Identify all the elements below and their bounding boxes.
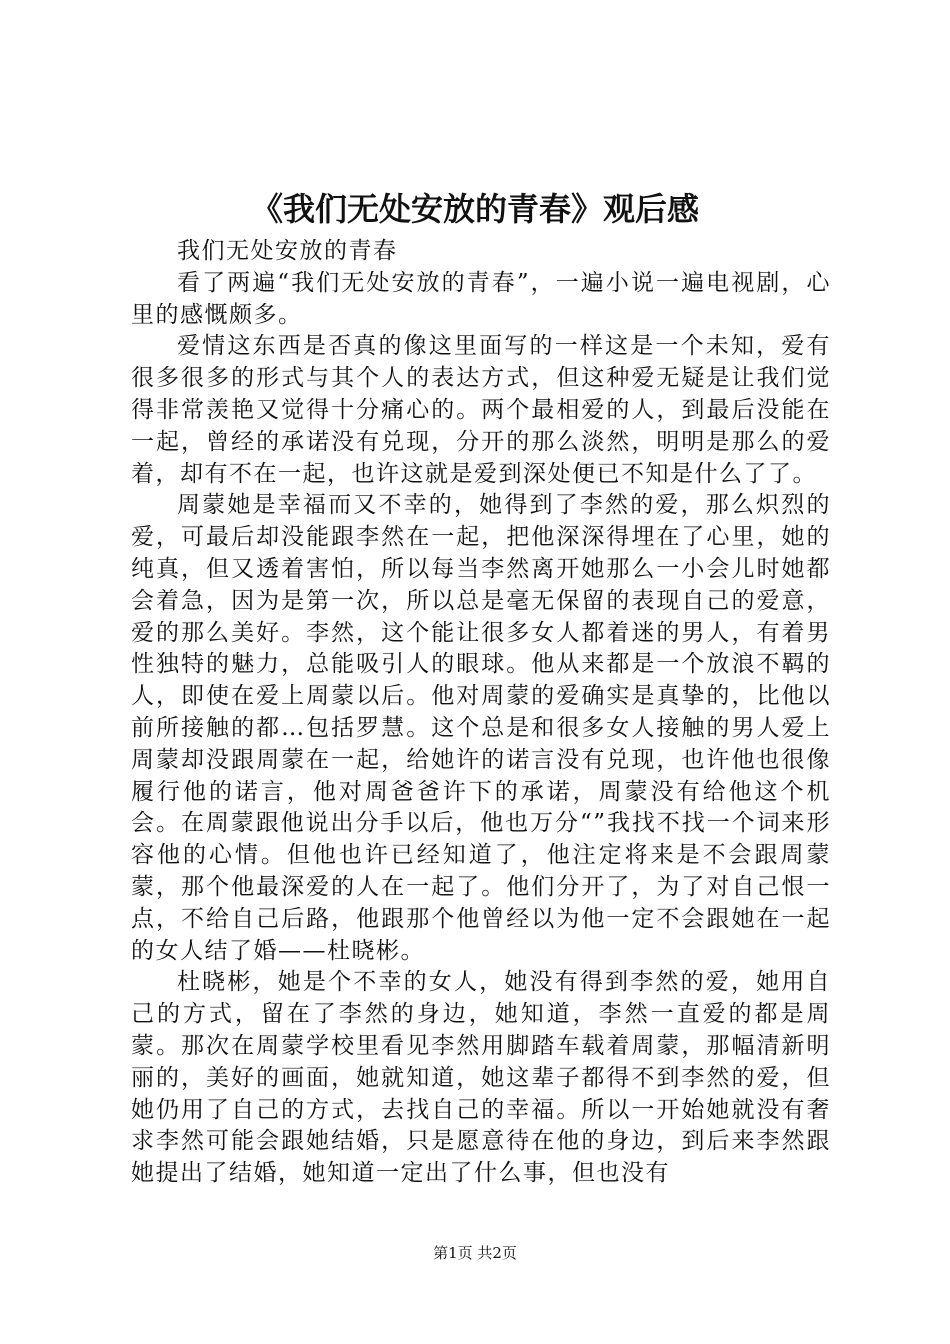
document-body <box>131 236 831 1190</box>
paragraph: 看了两遍“我们无处安放的青春”，一遍小说一遍电视剧，心里的感慨颇多。 <box>131 269 831 328</box>
paragraph: 杜晓彬，她是个不幸的女人，她没有得到李然的爱，她用自己的方式，留在了李然的身边，她知道，李然一直爱的都是周蒙。那次在周蒙学校里看见李然用脚踏车载着周蒙，那幅清新明丽的，美好的画面，她就知道，她这辈子都得不到李然的爱，但她仍用了自己的方式，去找自己的幸福。所以一开始她就没有奢求李然可能会跟她结婚，只是愿意待在他的身边，到后来李然跟她提出了结婚，她知道一定出了什么事，但也没有 <box>131 969 831 1187</box>
paragraph-subtitle: 我们无处安放的青春 <box>177 238 398 264</box>
paragraph: 爱情这东西是否真的像这里面写的一样这是一个未知，爱有很多很多的形式与其个人的表达方式，但这种爱无疑是让我们觉得非常羡艳又觉得十分痛心的。两个最相爱的人，到最后没能在一起，曾经的承诺没有兑现，分开的那么淡然，明明是那么的爱着，却有不在一起，也许这就是爱到深处便已不知是什么了了。 <box>131 333 831 487</box>
page-footer: 第1页 共2页 <box>433 1244 517 1262</box>
paragraph: 周蒙她是幸福而又不幸的，她得到了李然的爱，那么炽烈的爱，可最后却没能跟李然在一起，把他深深得埋在了心里，她的纯真，但又透着害怕，所以每当李然离开她那么一小会儿时她都会着急，因为是第一次，所以总是毫无保留的表现自己的爱意，爱的那么美好。李然，这个能让很多女人都着迷的男人，有着男性独特的魅力，总能吸引人的眼球。他从来都是一个放浪不羁的人，即使在爱上周蒙以后。他对周蒙的爱确实是真挚的，比他以前所接触的都…包括罗慧。这个总是和很多女人接触的男人爱上周蒙却没跟周蒙在一起，给她许的诺言没有兑现，也许他也很像履行他的诺言，他对周爸爸许下的承诺，周蒙没有给他这个机会。在周蒙跟他说出分手以后，他也万分“”我找不找一个词来形容他的心情。但他也许已经知道了，他注定将来是不会跟周蒙蒙，那个他最深爱的人在一起了。他们分开了，为了对自己恨一点，不给自己后路，他跟那个他曾经以为他一定不会跟她在一起的女人结了婚——杜晓彬。 <box>131 492 831 964</box>
document-title: 《我们无处安放的青春》观后感 <box>250 190 699 228</box>
